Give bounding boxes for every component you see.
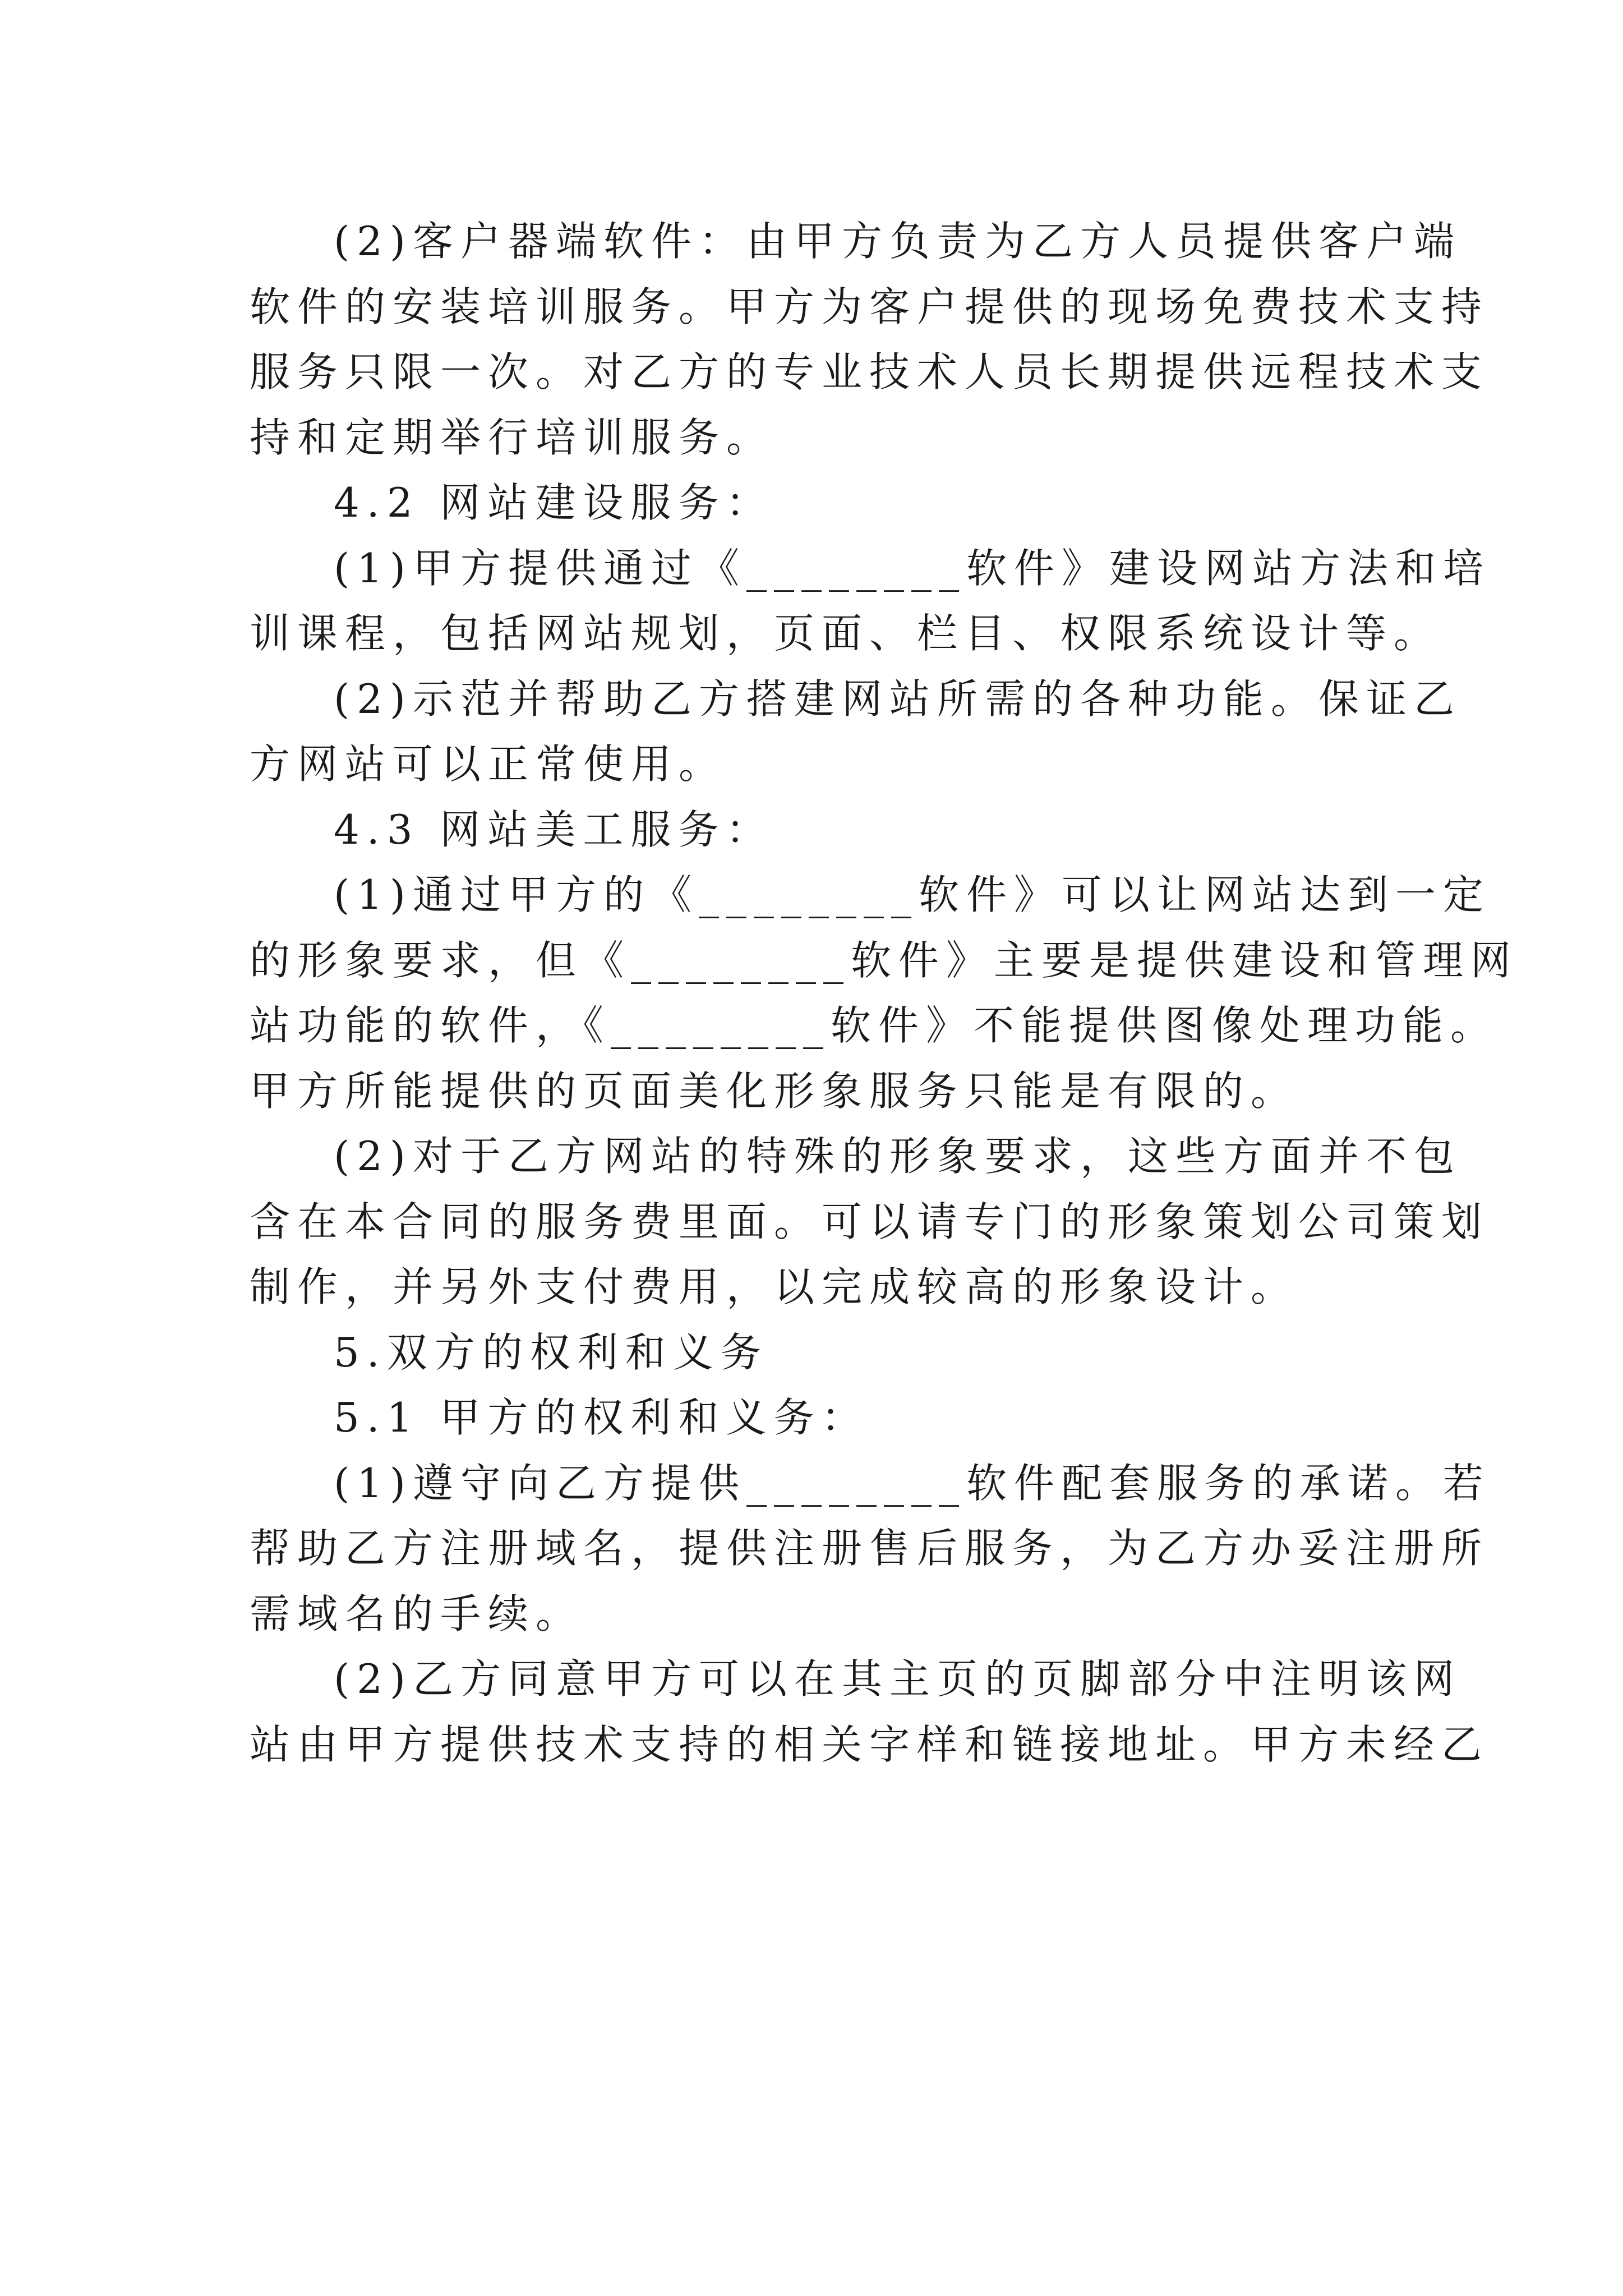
paragraph-h5 [250,1320,1382,1386]
text-line: 的形象要求，但《________软件》主要是提供建设和管理网 [250,936,1519,984]
paragraph-p1 [250,209,1490,470]
text-line: 甲方所能提供的页面美化形象服务只能是有限的。 [250,1067,1299,1115]
text-line: 持和定期举行培训服务。 [250,413,774,461]
paragraph-h42 [250,470,1382,536]
text-line: 方网站可以正常使用。 [250,740,727,788]
paragraph-h43 [250,797,1382,863]
text-line: 4.3 网站美工服务： [334,806,774,853]
text-line: 5.双方的权利和义务 [334,1328,768,1376]
text-line: 含在本合同的服务费里面。可以请专门的形象策划公司策划 [250,1198,1490,1245]
paragraph-h51 [250,1385,1382,1451]
paragraph-p2 [250,536,1491,666]
text-line: (2)乙方同意甲方可以在其主页的页脚部分中注明该网 [334,1655,1461,1703]
text-line: 需域名的手续。 [250,1590,584,1637]
text-line: (2)客户器端软件：由甲方负责为乙方人员提供客户端 [334,218,1461,265]
text-line: 5.1 甲方的权利和义务： [334,1394,869,1441]
text-line: (2)对于乙方网站的特殊的形象要求，这些方面并不包 [334,1133,1461,1180]
document-body [250,209,1519,1777]
text-line: 帮助乙方注册域名，提供注册售后服务，为乙方办妥注册所 [250,1525,1490,1572]
text-line: (2)示范并帮助乙方搭建网站所需的各种功能。保证乙 [334,675,1461,723]
text-line: 训课程，包括网站规划，页面、栏目、权限系统设计等。 [250,610,1442,657]
text-line: 服务只限一次。对乙方的专业技术人员长期提供远程技术支 [250,348,1490,395]
text-line: 站由甲方提供技术支持的相关字样和链接地址。甲方未经乙 [250,1720,1490,1768]
paragraph-p5 [250,1124,1490,1320]
text-line: (1)通过甲方的《________软件》可以让网站达到一定 [334,871,1491,918]
paragraph-p7 [250,1646,1490,1777]
text-line: 4.2 网站建设服务： [334,479,774,526]
text-line: 制作，并另外支付费用，以完成较高的形象设计。 [250,1263,1299,1310]
paragraph-p6 [250,1451,1491,1647]
paragraph-p4 [250,862,1519,1124]
text-line: 站功能的软件，《________软件》不能提供图像处理功能。 [250,1002,1498,1049]
text-line: (1)甲方提供通过《________软件》建设网站方法和培 [334,544,1491,592]
paragraph-p3 [250,666,1461,797]
text-line: 软件的安装培训服务。甲方为客户提供的现场免费技术支持 [250,283,1490,330]
text-line: (1)遵守向乙方提供________软件配套服务的承诺。若 [334,1459,1491,1507]
